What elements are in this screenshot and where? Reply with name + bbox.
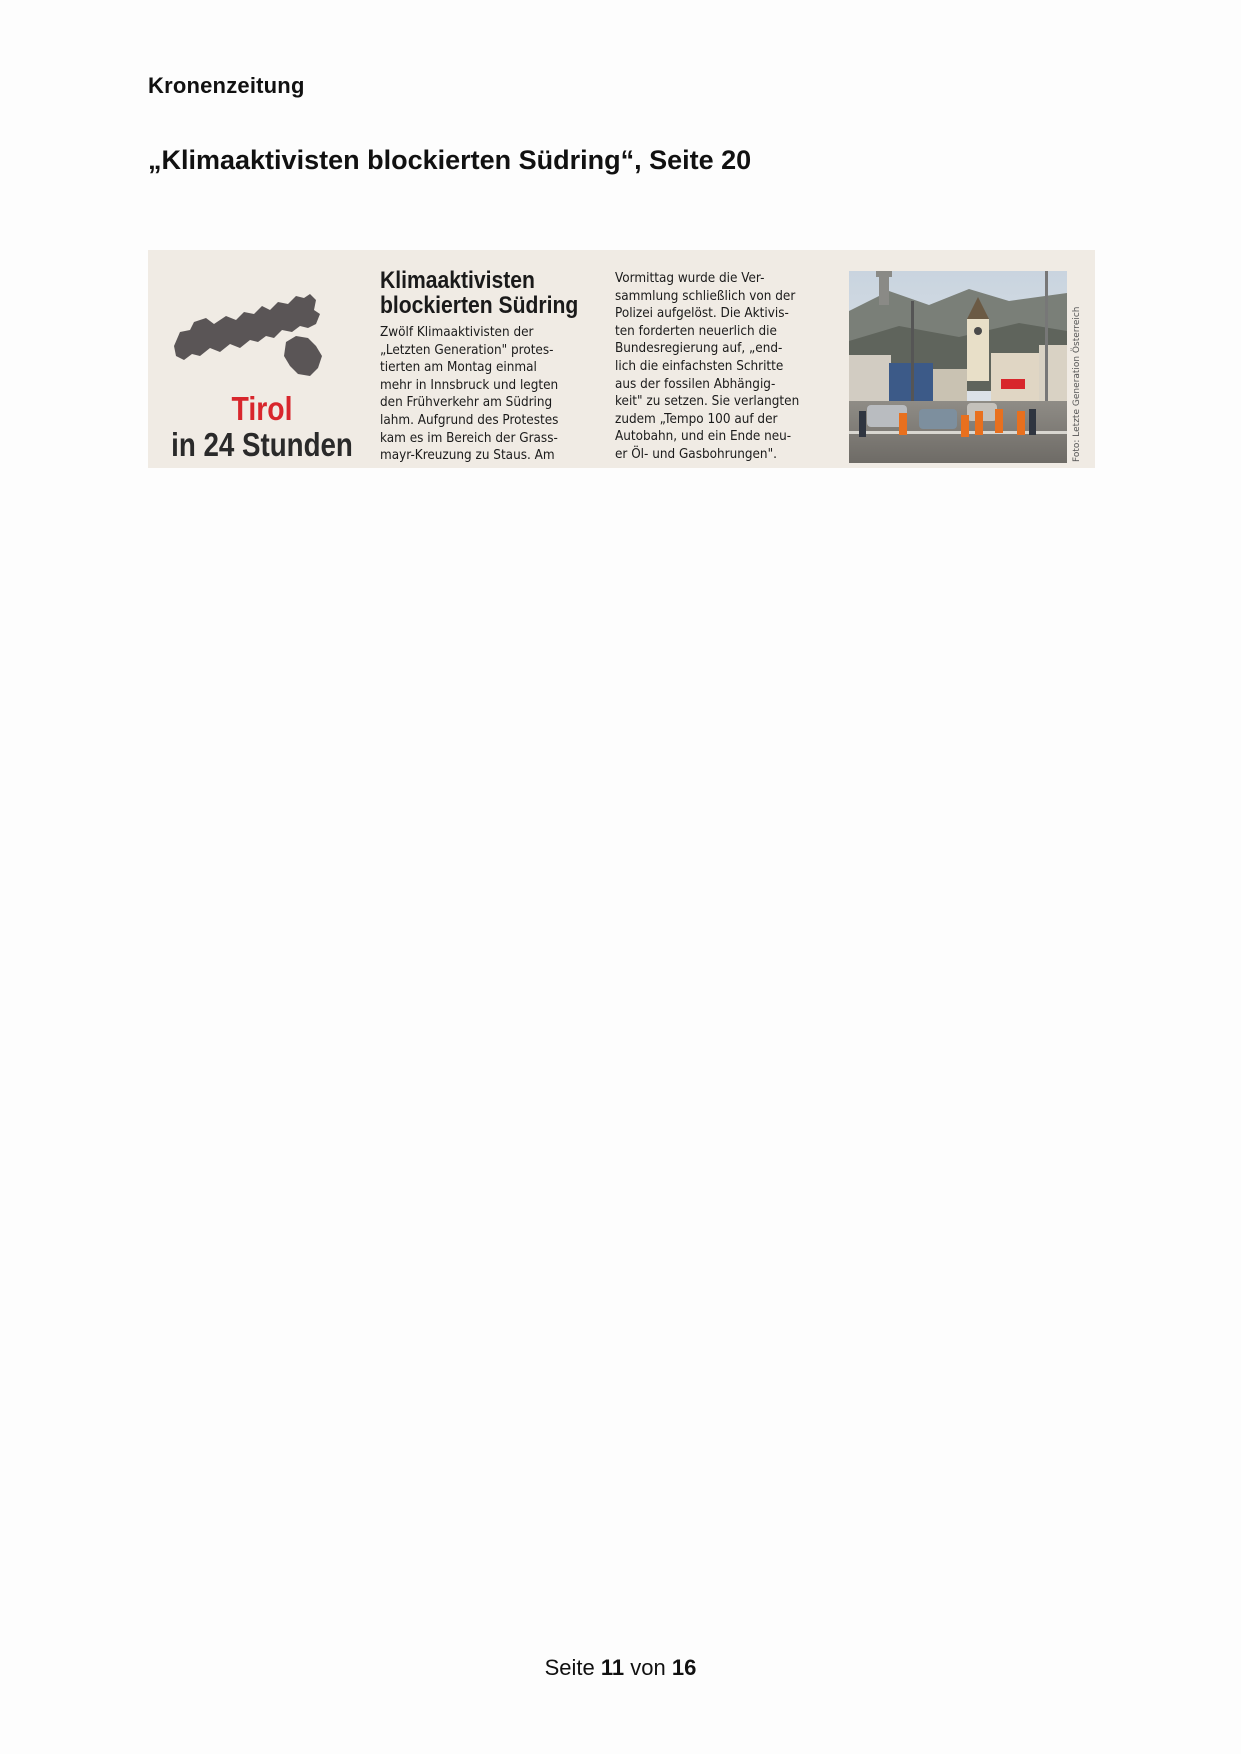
body-line: ten forderten neuerlich die [615, 323, 777, 339]
section-time-label: in 24 Stunden [171, 426, 353, 463]
tirol-map-icon [170, 284, 335, 384]
newspaper-clipping [148, 250, 1095, 468]
body-line: Bundesregierung auf, „end- [615, 341, 783, 357]
body-line: „Letzten Generation" protes- [380, 342, 554, 358]
body-line: lahm. Aufgrund des Protestes [380, 412, 559, 428]
body-line: tierten am Montag einmal [380, 360, 537, 376]
article-title-line: blockierten Südring [380, 292, 579, 319]
body-line: mehr in Innsbruck und legten [380, 377, 559, 393]
body-line: aus der fossilen Abhängig- [615, 376, 776, 392]
body-line: Autobahn, und ein Ende neu- [615, 429, 792, 445]
body-line: kam es im Bereich der Grass- [380, 430, 558, 446]
body-line: lich die einfachsten Schritte [615, 358, 784, 374]
article-title-line: Klimaaktivisten [380, 267, 535, 294]
footer-prefix: Seite [544, 1655, 595, 1680]
article-headline: „Klimaaktivisten blockierten Südring“, Seite 20 [148, 145, 752, 175]
total-pages-number: 16 [671, 1655, 697, 1680]
body-line: den Frühverkehr am Südring [380, 395, 553, 411]
body-line: sammlung schließlich von der [615, 288, 796, 304]
section-region-label: Tirol [231, 390, 293, 427]
article-body [380, 324, 602, 465]
body-line: keit" zu setzen. Sie verlangten [615, 394, 800, 410]
article-column-1 [380, 268, 602, 465]
body-line: zudem „Tempo 100 auf der [615, 411, 778, 427]
article-body [615, 270, 837, 464]
body-line: Polizei aufgelöst. Die Aktivis- [615, 306, 789, 322]
footer-middle: von [630, 1655, 666, 1680]
source-name: Kronenzeitung [148, 73, 305, 98]
body-line: er Öl- und Gasbohrungen". [615, 446, 777, 462]
article-column-2 [615, 270, 837, 464]
body-line: Vormittag wurde die Ver- [615, 271, 765, 286]
current-page-number: 11 [600, 1655, 625, 1680]
street-protest-photo [849, 271, 1067, 463]
body-line: Zwölf Klimaaktivisten der [380, 325, 534, 340]
body-line: mayr-Kreuzung zu Staus. Am [380, 448, 555, 464]
article-title [380, 267, 579, 319]
photo-credit: Foto: Letzte Generation Österreich [1072, 306, 1082, 462]
page-footer [0, 1655, 1241, 1681]
